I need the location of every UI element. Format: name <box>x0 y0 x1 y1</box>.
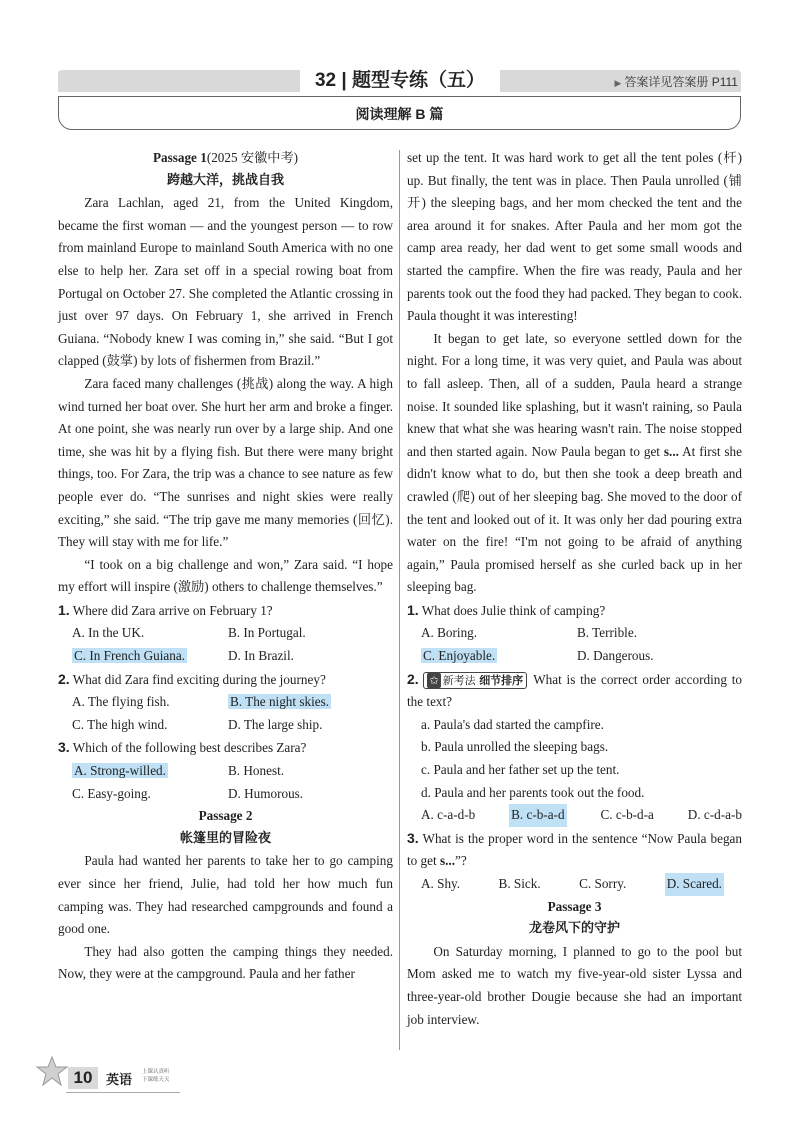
paragraph-text: At first she didn't know what to do, but then she took a deep breath and crawled (爬) out of her sleeping bag. She moved to the door of the tent and looked out of it. It was only her dad pouring extra water on the fire! “I'm not going to be afraid of anything again,” Paula promised herself as she curled back up in her sleeping bag. <box>407 443 742 595</box>
order-item: b. Paula unrolled the sleeping bags. <box>421 739 609 755</box>
option-d[interactable]: D. Humorous. <box>228 785 304 801</box>
question-number: 2. <box>58 670 70 687</box>
passage1-source: (2025 安徽中考) <box>206 150 299 165</box>
question-options <box>58 760 393 783</box>
passage2-question-1 <box>407 599 742 623</box>
passage1-question-3 <box>58 736 393 760</box>
passage1-question-1 <box>58 599 393 623</box>
section-title-box <box>58 96 741 130</box>
passage1-heading <box>58 147 393 170</box>
passage1-question-2 <box>58 668 393 692</box>
passage1-cn-title: 跨越大洋，挑战自我 <box>166 172 284 188</box>
passage3-title: Passage 3 <box>547 898 602 914</box>
new-method-label: 新考法 <box>442 673 476 687</box>
option-d[interactable]: D. In Brazil. <box>228 648 294 664</box>
slogan-line: 上课认真听 <box>142 1069 170 1075</box>
option-c[interactable]: C. c-b-d-a <box>600 807 654 823</box>
question-options <box>58 783 393 806</box>
question-text: Which of the following best describes Zara? <box>72 740 307 756</box>
order-item: c. Paula and her father set up the tent. <box>421 762 620 778</box>
answer-reference <box>614 73 738 90</box>
question-text: What is the proper word in the sentence “Now Paula began to get <box>407 830 742 869</box>
question-number: 3. <box>58 739 70 756</box>
passage3-paragraph-1: On Saturday morning, I planned to go to the pool but Mom asked me to watch my five-year-old sister Lyssa and three-year-old brother Dougie because she had an important job interview. <box>407 943 742 1027</box>
footer-slogan <box>142 1068 170 1084</box>
passage2-question-3 <box>407 827 742 873</box>
passage2-question-2 <box>407 668 742 714</box>
passage2-title: Passage 2 <box>198 808 253 824</box>
option-b-highlighted[interactable]: B. The night skies. <box>230 694 330 710</box>
blank-word: s... <box>439 853 455 869</box>
option-a[interactable]: A. c-a-d-b <box>421 807 476 823</box>
passage1-paragraph-2: Zara faced many challenges (挑战) along the way. A high wind turned her boat over. She hurt her arm and broke a finger. At one point, she was nearly run over by a large ship. And one time, she was hit by a flying fish. But there were many bright things, too. For Zara, the trip was a chance to see nature as few people ever do. “The sunrises and night skies were really exciting,” she said. “The trip gave me many memories (回忆). They will stay with me for life.” <box>58 375 393 550</box>
question-options <box>58 622 393 645</box>
slogan-line: 下课练天天 <box>142 1077 170 1083</box>
option-d[interactable]: D. Dangerous. <box>577 648 654 664</box>
question-number: 1. <box>58 601 70 618</box>
page-number: 10 <box>68 1067 98 1089</box>
option-b[interactable]: B. Terrible. <box>577 625 637 641</box>
question-type-tag <box>423 672 527 689</box>
option-b-highlighted[interactable]: B. c-b-a-d <box>509 804 566 827</box>
question-number: 1. <box>407 601 419 618</box>
passage2-cn-title: 帐篷里的冒险夜 <box>179 830 271 846</box>
subject-label: 英语 <box>106 1073 133 1088</box>
option-a-highlighted[interactable]: A. Strong-willed. <box>74 763 166 779</box>
question-number: 2. <box>407 670 419 687</box>
question-options <box>58 714 393 737</box>
option-a[interactable]: A. Shy. <box>421 876 461 891</box>
column-divider <box>399 150 400 1050</box>
option-a[interactable]: A. The flying fish. <box>72 694 170 710</box>
question-number: 3. <box>407 829 419 846</box>
option-c[interactable]: C. Easy-going. <box>72 785 151 801</box>
order-item: a. Paula's dad started the campfire. <box>421 716 604 732</box>
passage2-paragraph-2-continued: set up the tent. It was hard work to get all the tent poles (杆) up. But finally, the tent was in place. Then Paula unrolled (铺开) the sleeping bags, and her mom checked the tent and the area around it for snakes. After Paula and her mom got the camp area ready, her dad went to get some small woods and started the campfire. When the fire was ready, Paula and her parents took out the food they had packed. They began to cook. Paula thought it was interesting! <box>407 150 742 324</box>
blank-word: s... <box>663 443 679 459</box>
option-c[interactable]: C. The high wind. <box>72 716 168 732</box>
passage1-paragraph-3: “I took on a big challenge and won,” Zara said. “I hope my effort will inspire (激励) others to challenge themselves.” <box>58 556 393 595</box>
triangle-icon: ▶ <box>614 78 622 88</box>
passage1-title: Passage 1 <box>152 150 207 165</box>
question-text: ”? <box>455 853 467 869</box>
option-d[interactable]: D. c-d-a-b <box>687 807 742 823</box>
star-icon: ✩ <box>429 673 439 687</box>
star-logo-icon <box>36 1055 68 1087</box>
question-type-label: 细节排序 <box>479 673 524 687</box>
option-c[interactable]: C. Sorry. <box>579 876 627 891</box>
option-b[interactable]: B. Honest. <box>228 763 285 779</box>
question-options <box>58 645 393 668</box>
option-d[interactable]: D. The large ship. <box>228 716 323 732</box>
section-title: 阅读理解 B 篇 <box>355 106 444 122</box>
option-c-highlighted[interactable]: C. Enjoyable. <box>423 648 496 664</box>
question-text: What did Zara find exciting during the journey? <box>72 671 326 687</box>
option-b[interactable]: B. Sick. <box>498 876 541 891</box>
order-item: d. Paula and her parents took out the food. <box>421 784 645 800</box>
passage2-paragraph-1: Paula had wanted her parents to take her to go camping ever since her friend, Julie, had told her how much fun camping was. They had researched campgrounds and found a good one. <box>58 853 393 937</box>
paragraph-text: It began to get late, so everyone settled down for the night. For a long time, it was very quiet, and Paula was about to fall asleep. Then, all of a sudden, Paula heard a strange noise. It sounded like splashing, but it wasn't raining, so Paula knew that what she was hearing wasn't rain. The noise stopped and then started again. Now Paula began to get <box>407 330 742 459</box>
question-options <box>58 691 393 714</box>
option-a[interactable]: A. Boring. <box>421 625 478 641</box>
option-d-highlighted[interactable]: D. Scared. <box>665 873 724 896</box>
passage2-paragraph-2: They had also gotten the camping things they needed. Now, they were at the campground. Paula and her father <box>58 943 393 982</box>
option-c-highlighted[interactable]: C. In French Guiana. <box>74 648 185 664</box>
option-b[interactable]: B. In Portugal. <box>228 625 306 641</box>
answer-reference-text: 答案详见答案册 P111 <box>624 75 738 89</box>
question-options <box>407 645 742 668</box>
right-column <box>407 147 742 1031</box>
question-options <box>407 622 742 645</box>
question-options <box>407 804 742 827</box>
option-a[interactable]: A. In the UK. <box>72 625 145 641</box>
lesson-title: 32 | 题型专练（五） <box>300 66 500 96</box>
question-options <box>407 873 742 896</box>
passage1-paragraph-1: Zara Lachlan, aged 21, from the United Kingdom, became the first woman — and the youngest person — to row from mainland Europe to mainland South America with no one else to help her. Zara set off in a special rowing boat from Portugal on October 27. She completed the Atlantic crossing in just over 97 days. On February 1, she arrived in French Guiana. “Nobody knew I was coming in,” she said. “But I got clapped (鼓掌) by lots of fishermen from Brazil.” <box>58 195 393 369</box>
question-text: What is the correct order according to the text? <box>407 671 742 710</box>
passage3-cn-title: 龙卷风下的守护 <box>528 921 620 937</box>
question-text: What does Julie think of camping? <box>421 602 606 618</box>
question-text: Where did Zara arrive on February 1? <box>72 602 273 618</box>
passage2-paragraph-3 <box>407 328 742 599</box>
left-column <box>58 147 393 986</box>
footer-divider <box>66 1092 180 1093</box>
